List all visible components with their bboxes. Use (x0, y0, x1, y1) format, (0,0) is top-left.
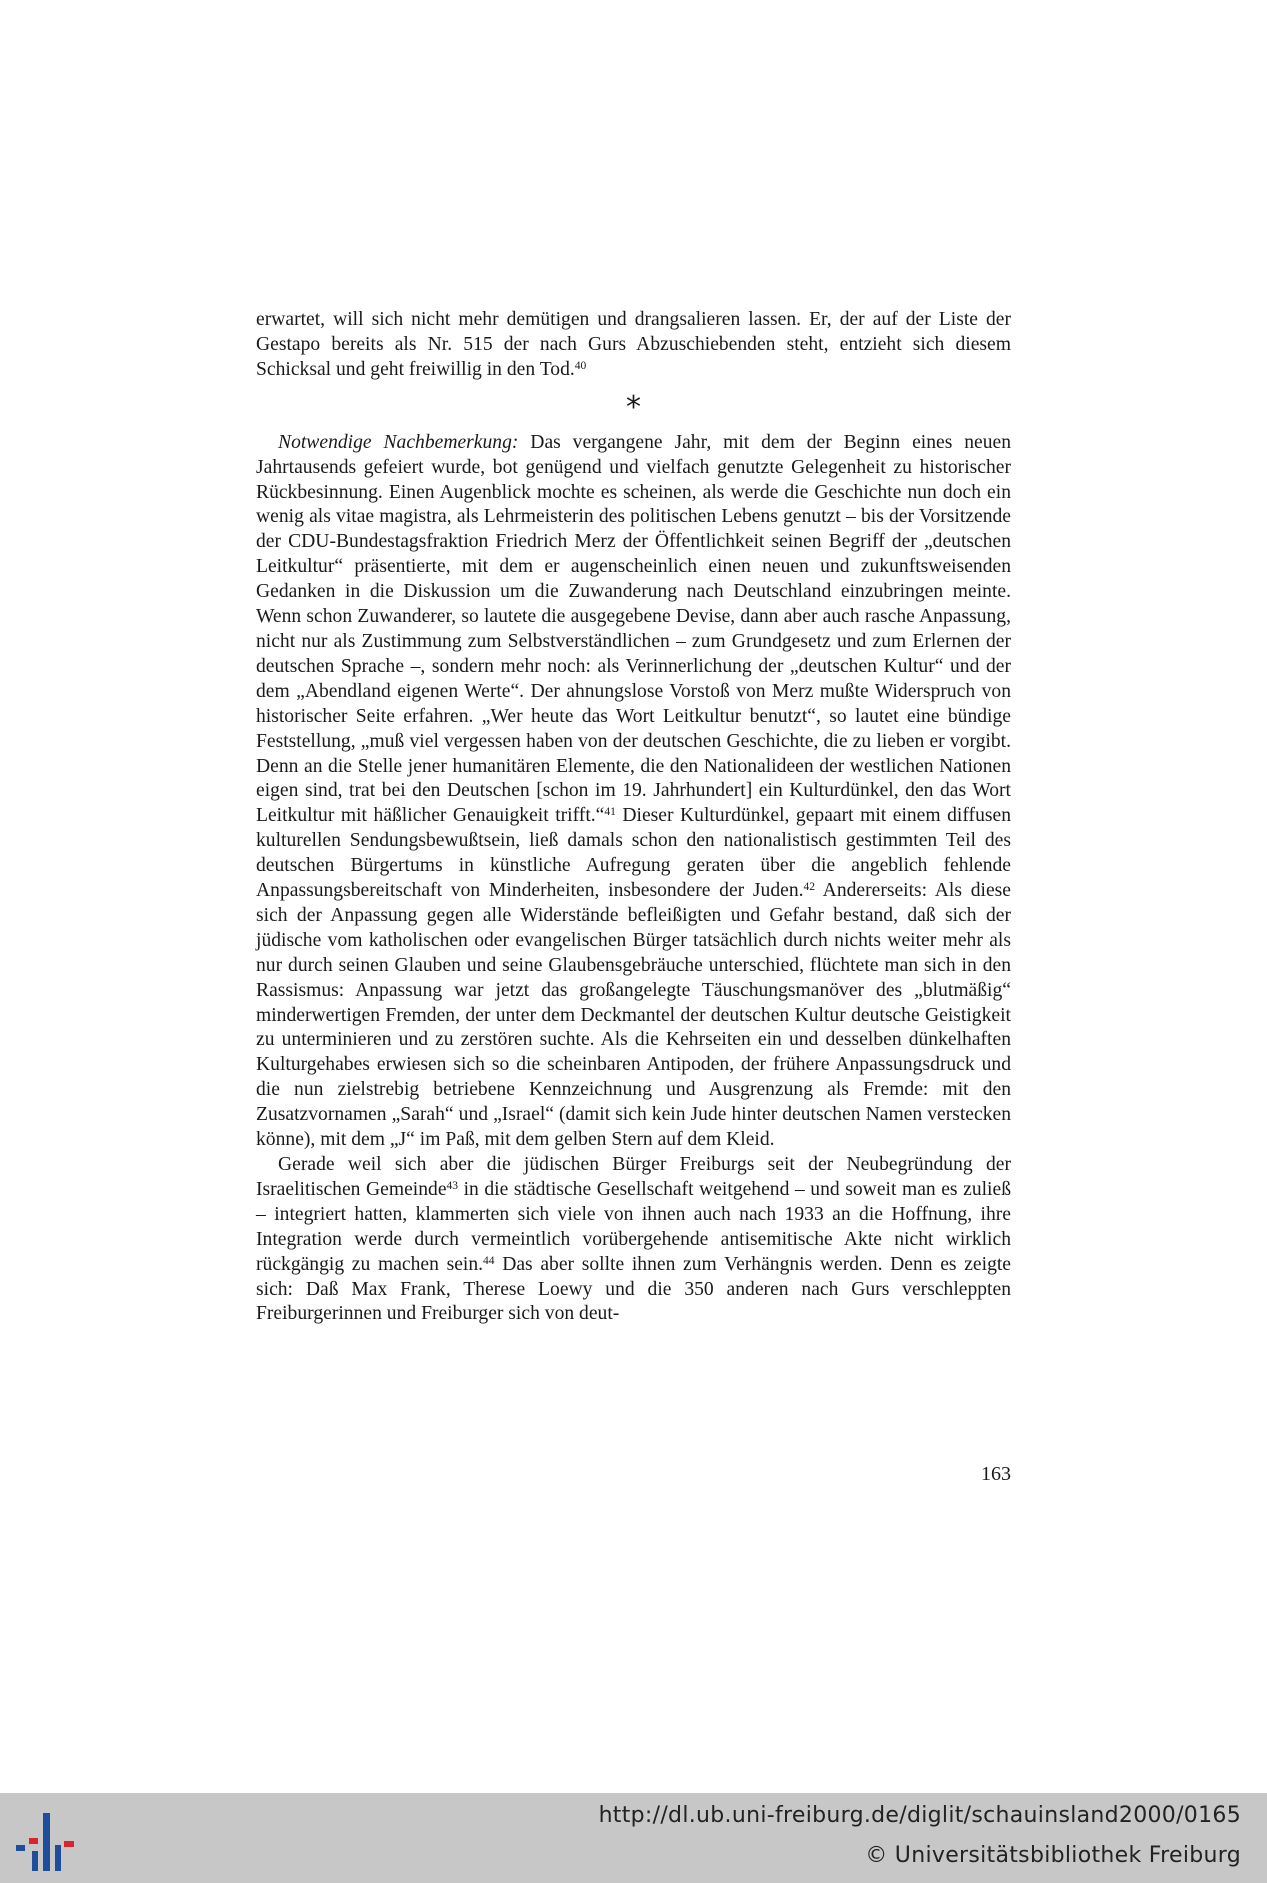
page-body (256, 308, 1011, 1327)
paragraph-2-text-b: Dieser Kulturdünkel, gepaart mit einem diffusen kulturellen Sendungsbewußtsein, ließ damals schon den nationalistisch gestimmten Teil des deutschen Bürgertums in künstliche Aufregung geraten über die angeblich fehlende Anpassungsbereitschaft von Minderheiten, insbesondere der Juden. (256, 805, 1011, 902)
paragraph-2-text-c: Andererseits: Als diese sich der Anpassung gegen alle Widerstände befleißigten und Gefahr bestand, daß sich der jüdische vom katholischen oder evangelischen Bürger tatsächlich durch nichts weiter mehr als nur durch seinen Glauben und seine Glaubensgebräuche unterschied, flüchtete man sich in den Rassismus: Anpassung war jetzt das großangelegte Täuschungsmanöver des „blutmäßig“ minderwertigen Fremden, der unter dem Deckmantel der deutschen Kultur deutsche Geistigkeit zu unterminieren und zu zerstören suchte. Als die Kehrseiten ein und desselben dünkelhaften Kulturgehabes erwiesen sich so die scheinbaren Antipoden, der frühere Anpassungsdruck und die nun zielstrebig betriebene Kennzeichnung und Ausgrenzung als Fremde: mit den Zusatzvornamen „Sarah“ und „Israel“ (damit sich kein Jude hinter deutschen Namen verstecken könne), mit dem „J“ im Paß, mit dem gelben Stern auf dem Kleid. (256, 880, 1011, 1151)
paragraph-3-text-a: Gerade weil sich aber die jüdischen Bürger Freiburgs seit der Neubegründung der Israelitischen Gemeinde (256, 1154, 1011, 1200)
footer-copyright: © Universitätsbibliothek Freiburg (865, 1843, 1241, 1868)
paragraph-3-text-b: in die städtische Gesellschaft weitgehend – und soweit man es zuließ – integriert hatten, klammerten sich viele von ihnen auch nach 1933 an die Hoffnung, ihre Integration werde durch vermeintlich vorübergehende antisemitische Akte nicht wirklich rückgängig zu machen sein. (256, 1178, 1011, 1275)
paragraph-1-text: erwartet, will sich nicht mehr demütigen und drangsalieren lassen. Er, der auf der Liste der Gestapo bereits als Nr. 515 der nach Gurs Abzuschiebenden steht, entzieht sich diesem Schicksal und geht freiwillig in den Tod. (256, 309, 1011, 380)
paragraph-3-text-c: Das aber sollte ihnen zum Verhängnis werden. Denn es zeigte sich: Daß Max Frank, Therese Loewy und die 350 anderen nach Gurs verschleppten Freiburgerinnen und Freiburger sich von deut- (256, 1253, 1012, 1325)
footnote-ref-43: 43 (446, 1179, 459, 1192)
ub-freiburg-logo-icon (16, 1805, 80, 1871)
page-number: 163 (981, 1463, 1011, 1485)
footnote-ref-42: 42 (803, 881, 816, 894)
paragraph-2 (256, 431, 1011, 1153)
paragraph-3 (256, 1153, 1011, 1327)
paragraph-2-lead: Notwendige Nachbemerkung: (278, 431, 519, 453)
section-separator: * (626, 389, 641, 425)
footnote-ref-40: 40 (574, 359, 587, 372)
footer-url-link[interactable]: http://dl.ub.uni-freiburg.de/diglit/schauinsland2000/0165 (598, 1803, 1241, 1828)
footer-bar (0, 1793, 1267, 1883)
footnote-ref-41: 41 (604, 806, 616, 819)
paragraph-1 (256, 308, 1011, 383)
paragraph-2-text-a: Das vergangene Jahr, mit dem der Beginn eines neuen Jahrtausends gefeiert wurde, bot genügend und vielfach genutzte Gelegenheit zu historischer Rückbesinnung. Einen Augenblick mochte es scheinen, als werde die Geschichte nun doch ein wenig als vitae magistra, als Lehrmeisterin des politischen Lebens genutzt – bis der Vorsitzende der CDU-Bundestagsfraktion Friedrich Merz der Öffentlichkeit seinen Begriff der „deutschen Leitkultur“ präsentierte, mit dem er augenscheinlich einen neuen und zukunftsweisenden Gedanken in die Diskussion um die Zuwanderung nach Deutschland einzubringen meinte. Wenn schon Zuwanderer, so lautete die ausgegebene Devise, dann aber auch rasche Anpassung, nicht nur als Zustimmung zum Selbstverständlichen – zum Grundgesetz und zum Erlernen der deutschen Sprache –, sondern mehr noch: als Verinnerlichung der „deutschen Kultur“ und der dem „Abendland eigenen Werte“. Der ahnungslose Vorstoß von Merz mußte Widerspruch von historischer Seite erfahren. „Wer heute das Wort Leitkultur benutzt“, so lautet eine bündige Feststellung, „muß viel vergessen haben von der deutschen Geschichte, die zu lieben er vorgibt. Denn an die Stelle jener humanitären Elemente, die den Nationalideen der westlichen Nationen eigen sind, trat bei den Deutschen [schon im 19. Jahrhundert] ein Kulturdünkel, den das Wort Leitkultur mit häßlicher Genauigkeit trifft.“ (256, 431, 1011, 827)
footnote-ref-44: 44 (483, 1254, 495, 1267)
